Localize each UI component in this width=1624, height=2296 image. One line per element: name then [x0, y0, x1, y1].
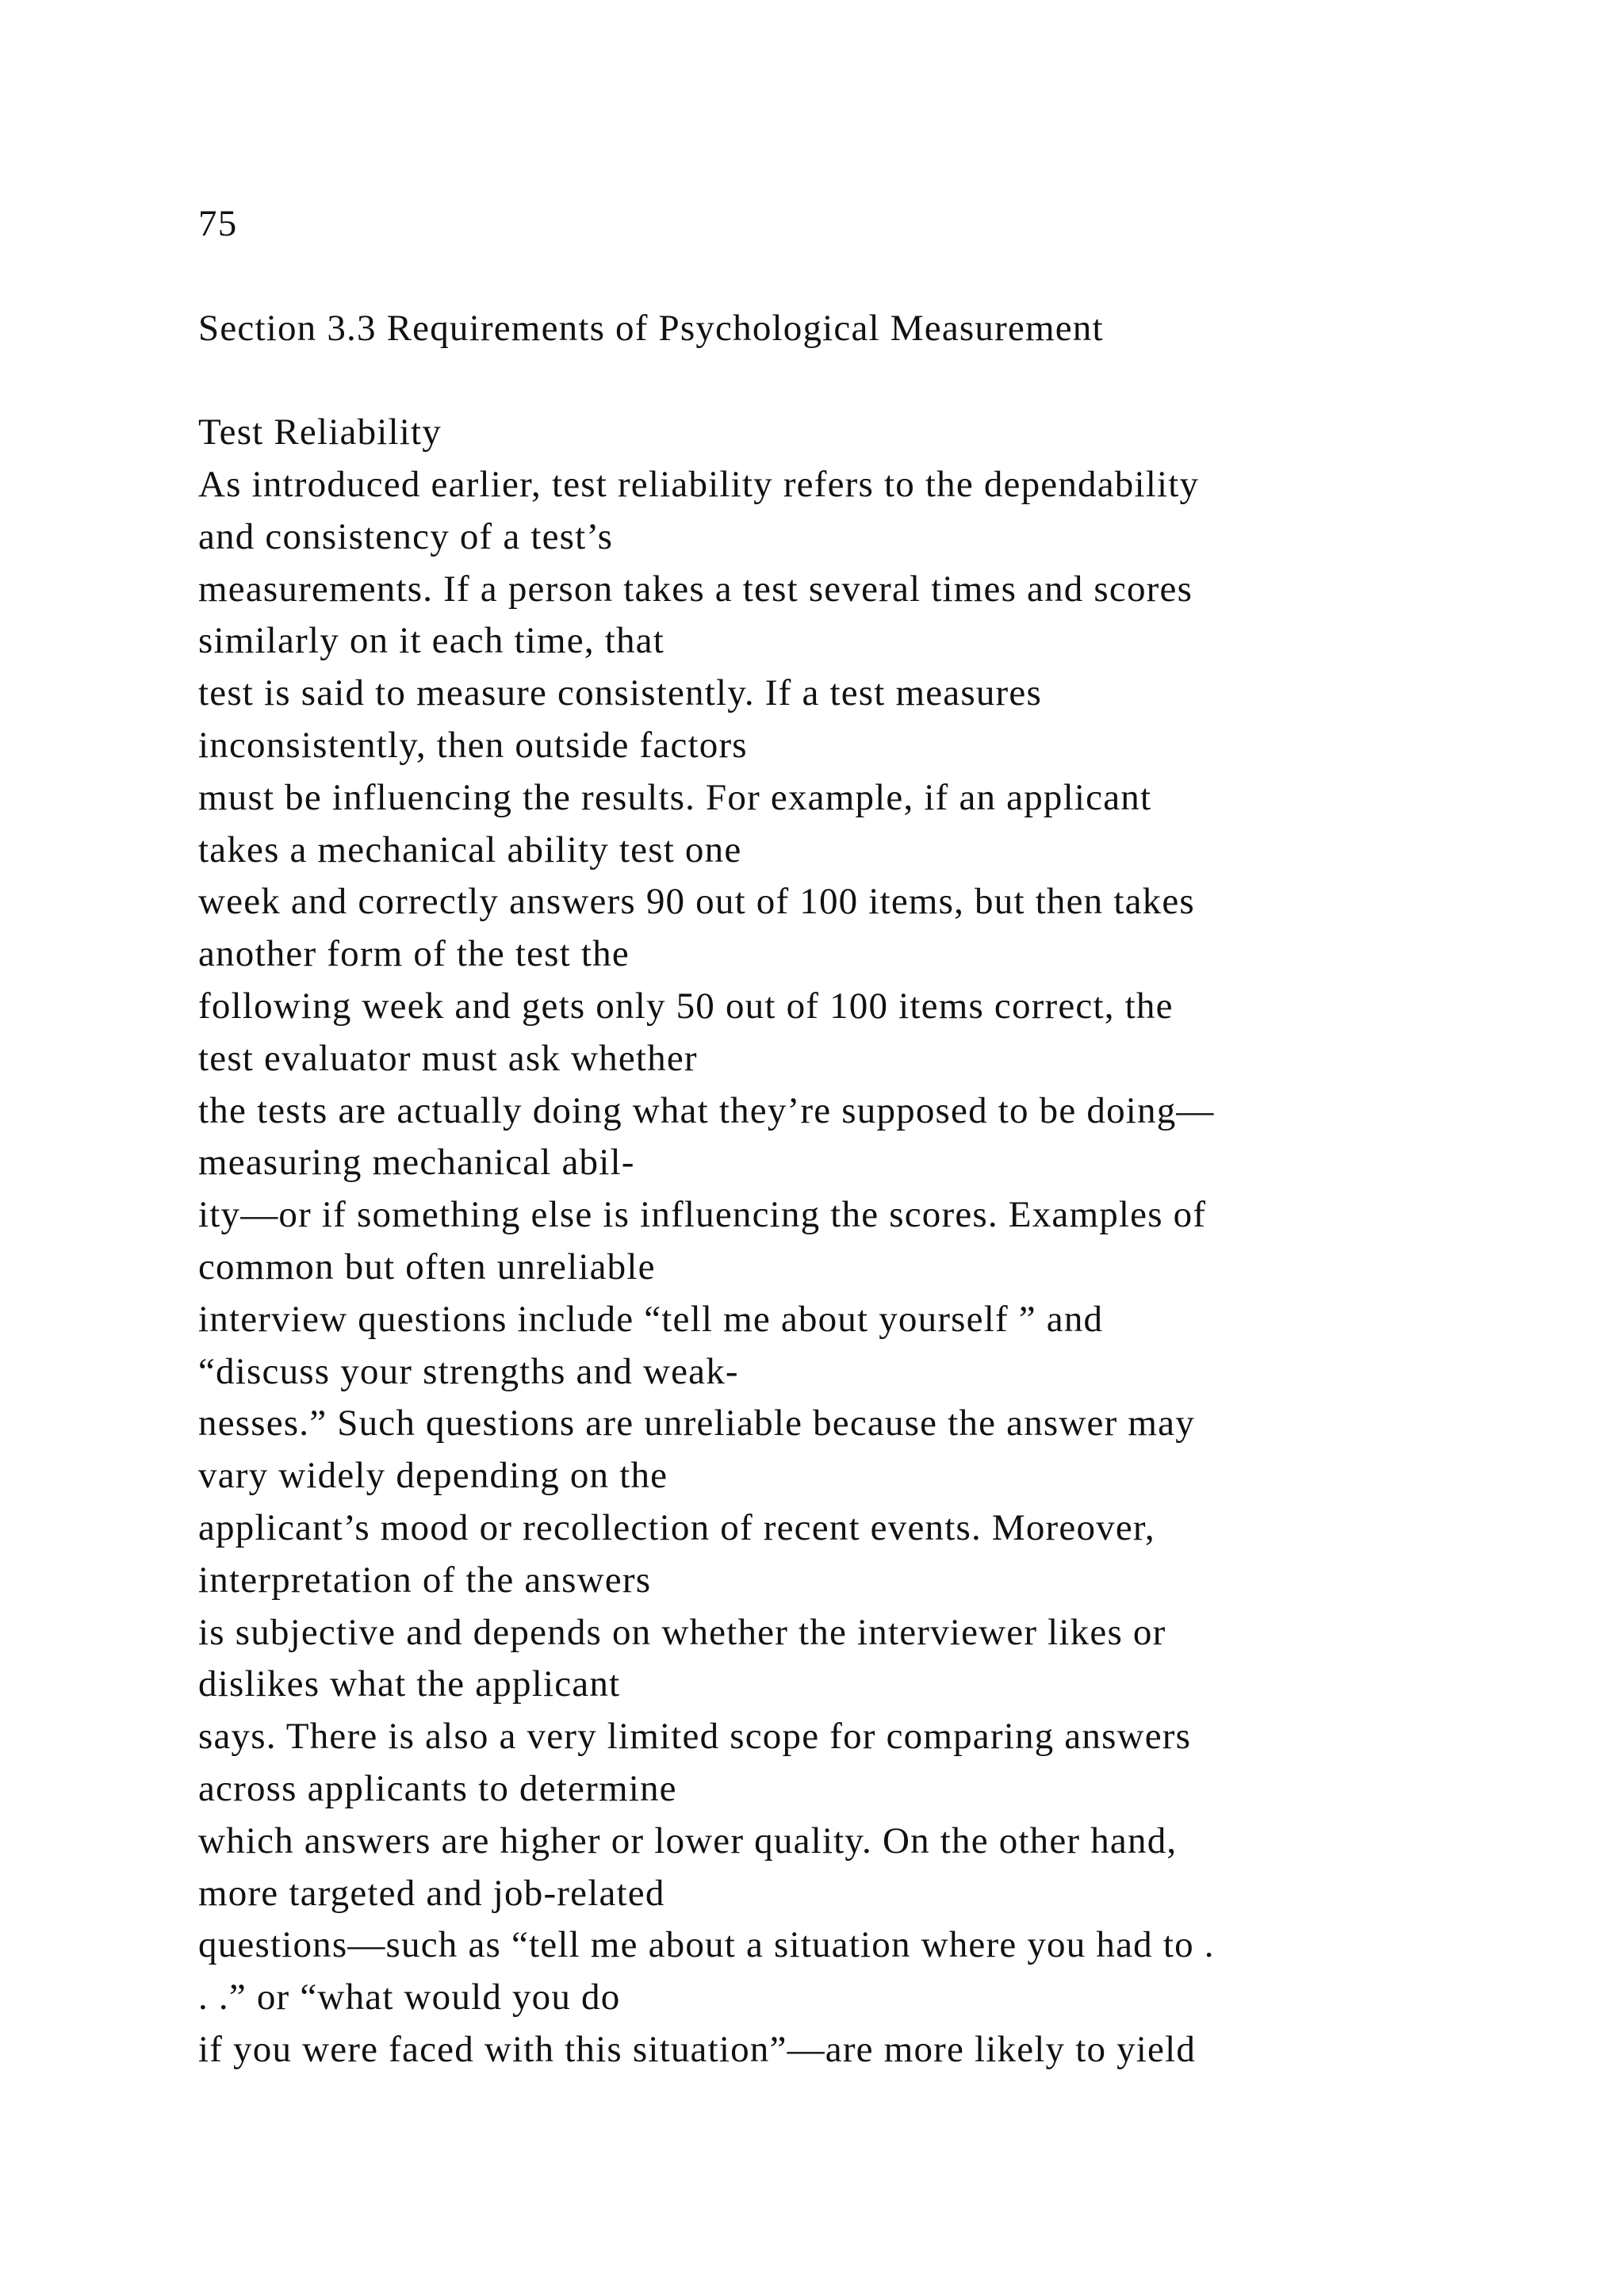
body-line: says. There is also a very limited scope for comparing answers: [198, 1716, 1192, 1758]
body-line: across applicants to determine: [198, 1767, 677, 1809]
body-line: similarly on it each time, that: [198, 620, 665, 662]
spacer: [198, 251, 1507, 303]
body-line: common but often unreliable: [198, 1246, 656, 1288]
body-line: and consistency of a test’s: [198, 515, 614, 557]
body-line: must be influencing the results. For example, if an applicant: [198, 776, 1152, 818]
body-line: more targeted and job-related: [198, 1872, 665, 1914]
body-line: measuring mechanical abil-: [198, 1142, 635, 1184]
body-line: vary widely depending on the: [198, 1455, 668, 1497]
body-line: interview questions include “tell me about yourself ” and: [198, 1298, 1104, 1340]
body-line: interpretation of the answers: [198, 1559, 652, 1601]
body-line: another form of the test the: [198, 933, 630, 975]
body-line: . .” or “what would you do: [198, 1976, 621, 2019]
body-line: measurements. If a person takes a test several times and scores: [198, 568, 1193, 610]
body-line: test evaluator must ask whether: [198, 1037, 698, 1079]
spacer: [198, 354, 1507, 407]
body-line: takes a mechanical ability test one: [198, 828, 742, 871]
section-heading: Section 3.3 Requirements of Psychological Measurement: [198, 307, 1104, 349]
body-line: As introduced earlier, test reliability refers to the dependability: [198, 463, 1200, 505]
page-number: 75: [198, 203, 238, 244]
body-line: “discuss your strengths and weak-: [198, 1350, 739, 1392]
body-line: which answers are higher or lower quality. On the other hand,: [198, 1820, 1178, 1862]
body-line: following week and gets only 50 out of 100 items correct, the: [198, 985, 1174, 1027]
body-line: test is said to measure consistently. If a test measures: [198, 672, 1042, 714]
body-line: ity—or if something else is influencing the scores. Examples of: [198, 1194, 1207, 1236]
body-line: questions—such as “tell me about a situation where you had to .: [198, 1924, 1215, 1966]
subsection-heading: Test Reliability: [198, 411, 442, 453]
body-line: applicant’s mood or recollection of recent events. Moreover,: [198, 1506, 1155, 1548]
body-line: is subjective and depends on whether the interviewer likes or: [198, 1611, 1166, 1653]
body-line: dislikes what the applicant: [198, 1663, 621, 1705]
body-line: if you were faced with this situation”—are more likely to yield: [198, 2028, 1197, 2070]
body-line: nesses.” Such questions are unreliable because the answer may: [198, 1402, 1195, 1445]
body-line: week and correctly answers 90 out of 100 items, but then takes: [198, 881, 1195, 923]
body-line: inconsistently, then outside factors: [198, 724, 748, 766]
page-text: [198, 198, 1507, 2076]
body-line: the tests are actually doing what they’re supposed to be doing—: [198, 1089, 1215, 1131]
